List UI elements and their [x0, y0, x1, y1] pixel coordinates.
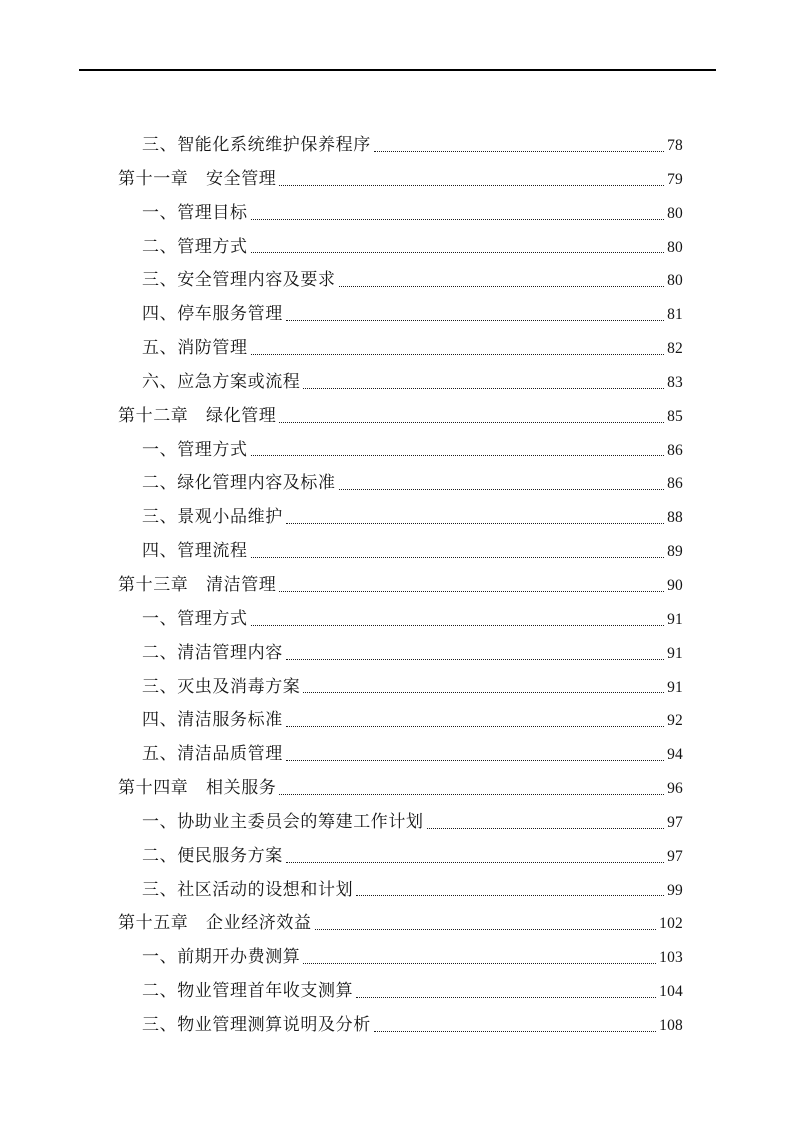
dot-leader — [286, 320, 664, 321]
dot-leader — [286, 659, 664, 660]
toc-entry — [118, 297, 683, 331]
toc-entry-page-number: 80 — [667, 204, 683, 222]
dot-leader — [279, 591, 664, 592]
dot-leader — [279, 794, 664, 795]
toc-entry-page-number: 91 — [667, 610, 683, 628]
dot-leader — [427, 828, 664, 829]
toc-entry-page-number: 91 — [667, 644, 683, 662]
toc-entry-title: 一、管理方式 — [142, 608, 248, 628]
toc-entry-page-number: 86 — [667, 441, 683, 459]
toc-entry — [118, 128, 683, 162]
dot-leader — [303, 388, 664, 389]
toc-entry-page-number: 97 — [667, 813, 683, 831]
toc-entry — [118, 230, 683, 264]
dot-leader — [374, 151, 664, 152]
toc-entry-page-number: 103 — [659, 949, 683, 967]
dot-leader — [303, 692, 664, 693]
dot-leader — [374, 1031, 656, 1032]
toc-entry — [118, 636, 683, 670]
toc-entry-title: 三、安全管理内容及要求 — [142, 270, 336, 290]
dot-leader — [251, 625, 664, 626]
toc-entry-page-number: 82 — [667, 340, 683, 358]
toc-entry — [118, 873, 683, 907]
toc-entry — [118, 466, 683, 500]
toc-entry — [118, 331, 683, 365]
toc-entry-page-number: 104 — [659, 983, 683, 1001]
toc-entry — [118, 433, 683, 467]
dot-leader — [251, 252, 664, 253]
dot-leader — [356, 895, 664, 896]
toc-entry-page-number: 79 — [667, 170, 683, 188]
toc-entry-title: 四、清洁服务标准 — [142, 710, 283, 730]
dot-leader — [286, 726, 664, 727]
toc-entry-title: 第十二章 绿化管理 — [118, 405, 277, 425]
toc-entry-page-number: 99 — [667, 881, 683, 899]
toc-entry — [118, 500, 683, 534]
dot-leader — [339, 286, 664, 287]
toc-entry-title: 四、管理流程 — [142, 541, 248, 561]
dot-leader — [315, 929, 657, 930]
toc-entry-page-number: 94 — [667, 746, 683, 764]
toc-entry-page-number: 97 — [667, 847, 683, 865]
dot-leader — [279, 422, 664, 423]
toc-entry — [118, 162, 683, 196]
toc-entry — [118, 839, 683, 873]
dot-leader — [251, 557, 664, 558]
toc-entry — [118, 263, 683, 297]
toc-entry-title: 三、景观小品维护 — [142, 507, 283, 527]
toc-entry — [118, 365, 683, 399]
dot-leader — [251, 219, 664, 220]
toc-entry-title: 二、清洁管理内容 — [142, 642, 283, 662]
toc-entry-title: 二、绿化管理内容及标准 — [142, 473, 336, 493]
header-rule — [79, 69, 716, 71]
toc-entry-page-number: 83 — [667, 373, 683, 391]
toc-entry-title: 一、前期开办费测算 — [142, 947, 301, 967]
toc-entry-title: 第十三章 清洁管理 — [118, 574, 277, 594]
toc-entry — [118, 568, 683, 602]
toc-entry-title: 三、社区活动的设想和计划 — [142, 879, 354, 899]
toc-entry-page-number: 85 — [667, 407, 683, 425]
toc-entry-page-number: 102 — [659, 915, 683, 933]
toc-entry-title: 六、应急方案或流程 — [142, 371, 301, 391]
toc-entry-title: 三、智能化系统维护保养程序 — [142, 135, 371, 154]
toc-entry — [118, 196, 683, 230]
toc-entry-title: 二、便民服务方案 — [142, 845, 283, 865]
toc-entry-title: 一、管理方式 — [142, 439, 248, 459]
dot-leader — [286, 862, 664, 863]
toc-entry — [118, 534, 683, 568]
toc-entry — [118, 737, 683, 771]
toc-entry-page-number: 108 — [659, 1016, 683, 1034]
toc-entry-page-number: 88 — [667, 509, 683, 527]
toc-entry-title: 二、管理方式 — [142, 236, 248, 256]
toc-entry — [118, 399, 683, 433]
toc-entry-title: 一、管理目标 — [142, 202, 248, 222]
toc-entry — [118, 940, 683, 974]
toc-entry-title: 第十一章 安全管理 — [118, 168, 277, 188]
toc-entry — [118, 703, 683, 737]
toc-entry — [118, 974, 683, 1008]
toc-entry-title: 三、物业管理测算说明及分析 — [142, 1014, 371, 1034]
toc-entry — [118, 602, 683, 636]
dot-leader — [279, 185, 664, 186]
toc-entry-page-number: 80 — [667, 238, 683, 256]
toc-entry-title: 三、灭虫及消毒方案 — [142, 676, 301, 696]
toc-entry-page-number: 91 — [667, 678, 683, 696]
toc-entry-page-number: 86 — [667, 475, 683, 493]
toc-entry-page-number: 92 — [667, 712, 683, 730]
toc-entry-title: 第十四章 相关服务 — [118, 778, 277, 798]
dot-leader — [339, 489, 664, 490]
toc-entry-title: 五、清洁品质管理 — [142, 744, 283, 764]
toc-entry-title: 一、协助业主委员会的筹建工作计划 — [142, 811, 424, 831]
toc-entry-page-number: 96 — [667, 780, 683, 798]
toc-entry — [118, 1008, 683, 1042]
dot-leader — [286, 760, 664, 761]
toc-entry-page-number: 89 — [667, 543, 683, 561]
toc-entry-page-number: 80 — [667, 272, 683, 290]
toc-entry — [118, 805, 683, 839]
toc-entry — [118, 771, 683, 805]
dot-leader — [251, 354, 664, 355]
table-of-contents — [118, 128, 683, 1042]
toc-entry — [118, 906, 683, 940]
dot-leader — [286, 523, 664, 524]
toc-entry-page-number: 90 — [667, 576, 683, 594]
toc-entry-page-number: 78 — [667, 137, 683, 154]
dot-leader — [303, 963, 656, 964]
toc-entry-page-number: 81 — [667, 306, 683, 324]
toc-entry-title: 二、物业管理首年收支测算 — [142, 981, 354, 1001]
toc-entry-title: 五、消防管理 — [142, 338, 248, 358]
toc-entry-title: 第十五章 企业经济效益 — [118, 913, 312, 933]
toc-entry-title: 四、停车服务管理 — [142, 304, 283, 324]
toc-entry — [118, 670, 683, 704]
dot-leader — [356, 997, 656, 998]
dot-leader — [251, 455, 664, 456]
